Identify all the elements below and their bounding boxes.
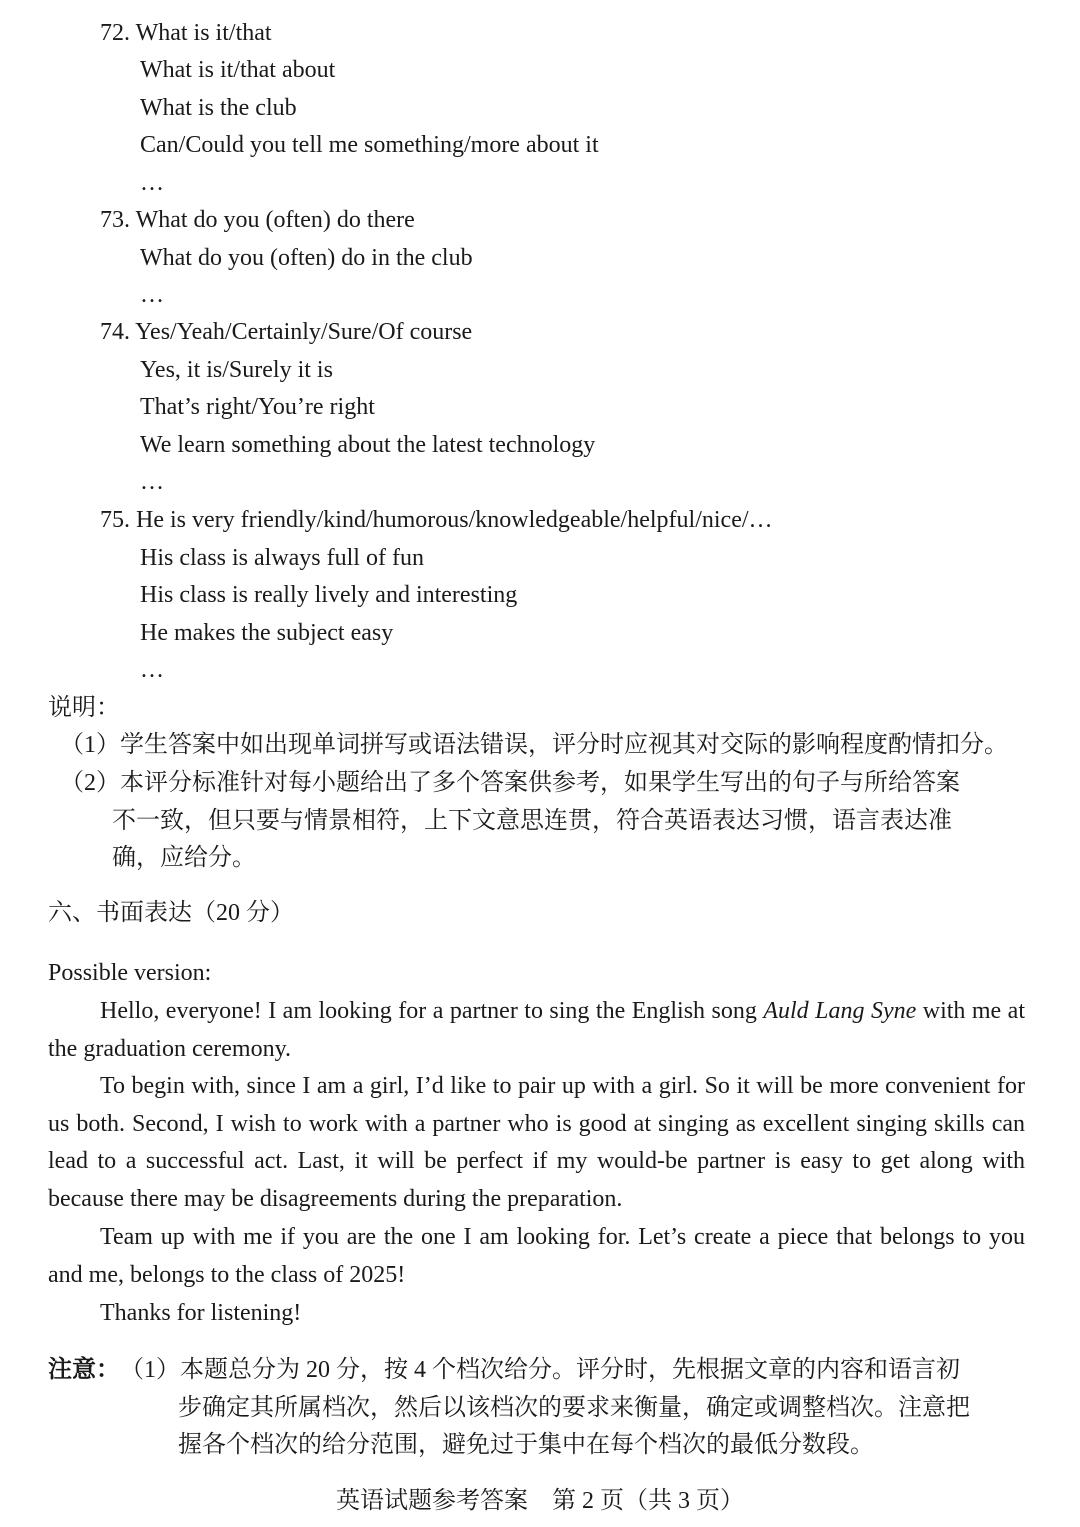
answer-option: He makes the subject easy	[140, 620, 394, 646]
answer-75	[100, 505, 773, 535]
answer-option: He is very friendly/kind/humorous/knowledgeable/helpful/nice/…	[136, 507, 773, 533]
note-item-1: （1）学生答案中如出现单词拼写或语法错误，评分时应视其对交际的影响程度酌情扣分。	[60, 732, 1008, 758]
answer-option: We learn something about the latest technology	[140, 432, 596, 458]
answer-option: That’s right/You’re right	[140, 394, 375, 420]
ellipsis: …	[140, 657, 164, 683]
answer-option: What do you (often) do there	[135, 207, 415, 233]
essay-closing: Thanks for listening!	[100, 1300, 302, 1326]
song-title: Auld Lang Syne	[763, 998, 917, 1024]
attention-label: 注意：	[48, 1357, 120, 1383]
attention-line: （1）本题总分为 20 分，按 4 个档次给分。评分时，先根据文章的内容和语言初	[120, 1357, 960, 1383]
answer-option: Can/Could you tell me something/more about it	[140, 132, 599, 158]
attention-line: 握各个档次的给分范围，避免过于集中在每个档次的最低分数段。	[178, 1432, 874, 1458]
ellipsis: …	[140, 282, 164, 308]
note-item-2-cont: 确，应给分。	[112, 845, 256, 871]
answer-72	[100, 18, 272, 48]
question-number: 73.	[100, 207, 130, 233]
answer-73	[100, 205, 415, 235]
ellipsis: …	[140, 170, 164, 196]
notes-heading: 说明：	[48, 695, 120, 721]
essay-paragraph-2: To begin with, since I am a girl, I’d like to pair up with a girl. So it will be more convenient for us both. Second, I wish to work with a partner who is good at singing as excellent singing skills can lead to a successful act. Last, it will be perfect if my would-be partner is easy to get along with because there may be disagreements during the preparation.	[48, 1073, 1025, 1212]
answer-option: His class is always full of fun	[140, 545, 424, 571]
question-number: 74.	[100, 319, 130, 345]
page-footer: 英语试题参考答案 第 2 页（共 3 页）	[336, 1488, 744, 1514]
answer-option: What do you (often) do in the club	[140, 245, 473, 271]
ellipsis: …	[140, 469, 164, 495]
note-item-2: （2）本评分标准针对每小题给出了多个答案供参考，如果学生写出的句子与所给答案	[60, 770, 960, 796]
essay-paragraph-1: Hello, everyone! I am looking for a partner to sing the English song Auld Lang Syne with me at the graduation ceremony.	[48, 998, 1025, 1062]
answer-74	[100, 317, 472, 347]
answer-option: What is it/that	[135, 20, 272, 46]
possible-version-label: Possible version:	[48, 960, 212, 986]
note-item-2-cont: 不一致，但只要与情景相符，上下文意思连贯，符合英语表达习惯，语言表达准	[112, 808, 952, 834]
section-title: 六、书面表达（20 分）	[48, 900, 294, 926]
answer-option: His class is really lively and interesting	[140, 582, 518, 608]
essay-paragraph-3: Team up with me if you are the one I am looking for. Let’s create a piece that belongs to you and me, belongs to the class of 2025!	[48, 1224, 1025, 1288]
answer-option: What is the club	[140, 95, 297, 121]
question-number: 75.	[100, 507, 130, 533]
answer-option: Yes/Yeah/Certainly/Sure/Of course	[135, 319, 473, 345]
question-number: 72.	[100, 20, 130, 46]
answer-option: Yes, it is/Surely it is	[140, 357, 333, 383]
answer-option: What is it/that about	[140, 57, 336, 83]
attention-line: 步确定其所属档次，然后以该档次的要求来衡量，确定或调整档次。注意把	[178, 1395, 970, 1421]
